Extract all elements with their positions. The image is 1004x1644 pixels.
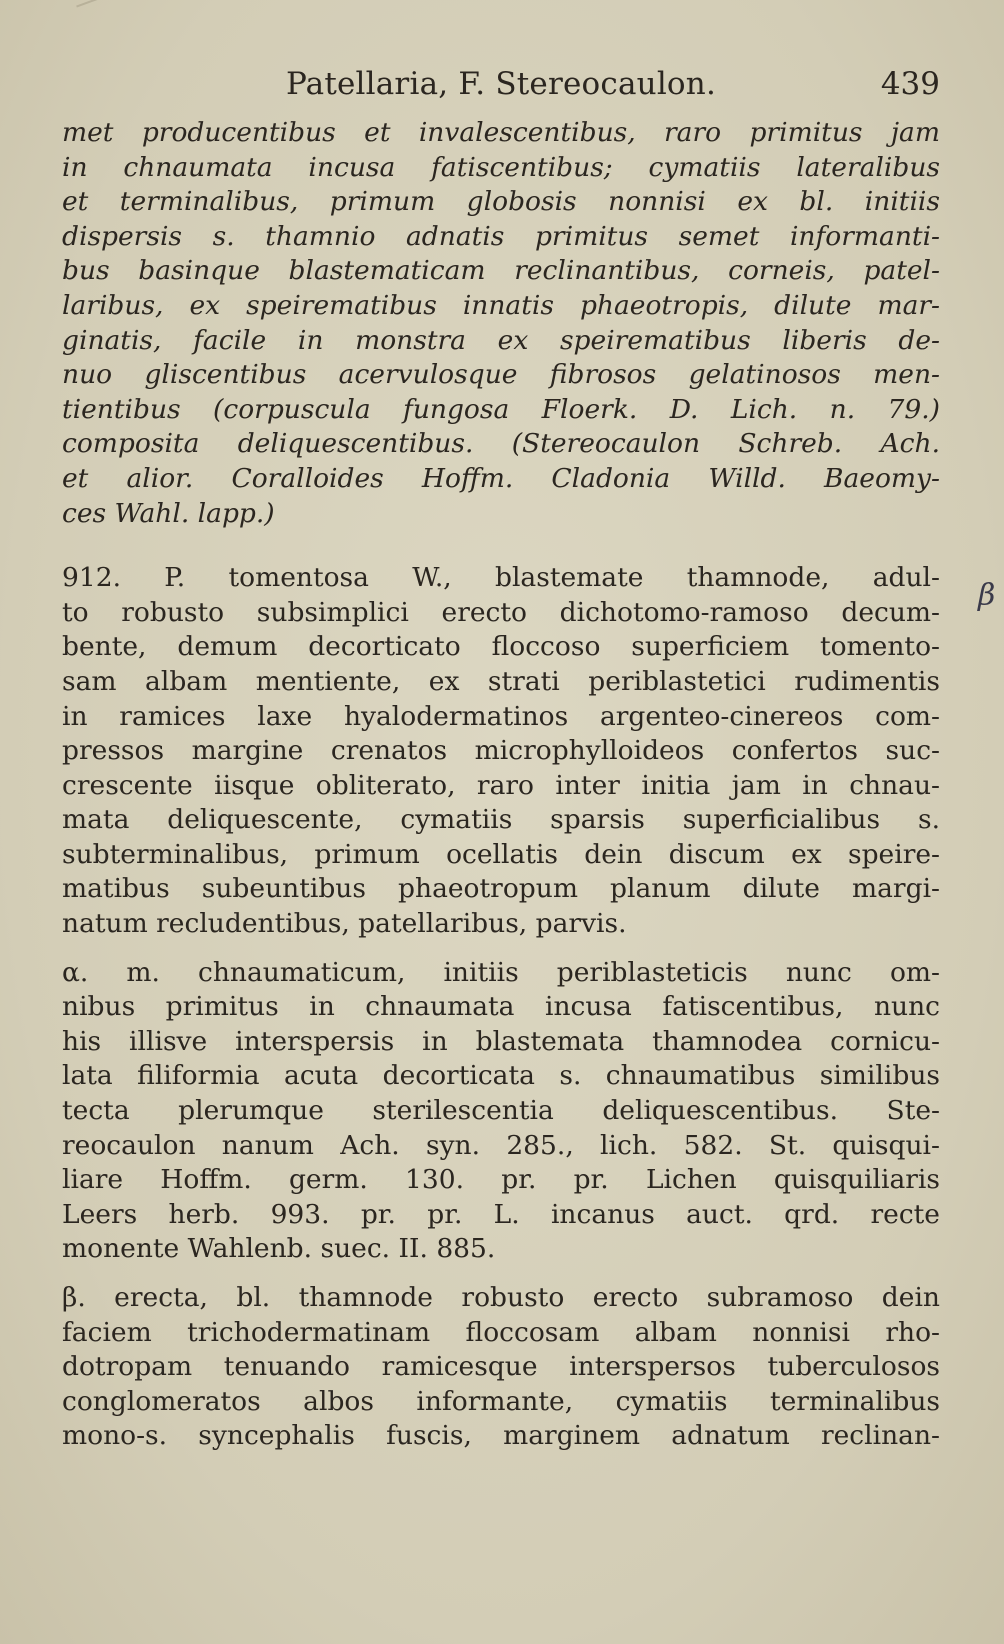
- text-line: monente Wahlenb. suec. II. 885.: [62, 1233, 496, 1265]
- text-line: α. m. chnaumaticum, initiis periblasteticis nunc om-: [62, 956, 940, 988]
- text-line: bente, demum decorticato floccoso superficiem tomento-: [62, 631, 940, 663]
- text-line: crescente iisque obliterato, raro inter initia jam in chnau-: [62, 769, 940, 801]
- text-line: liare Hoffm. germ. 130. pr. pr. Lichen quisquiliaris: [62, 1164, 940, 1196]
- text-line: bus basinque blastematicam reclinantibus, corneis, patel-: [62, 255, 940, 287]
- paragraph-species-912: [62, 561, 940, 942]
- text-line: tecta plerumque sterilescentia deliquescentibus. Ste-: [62, 1095, 940, 1127]
- paragraph-gap: [62, 942, 940, 956]
- paragraph-genus-description: [62, 116, 940, 531]
- text-line: lata filiformia acuta decorticata s. chnaumatibus similibus: [62, 1060, 940, 1092]
- text-line: 912. P. tomentosa W., blastemate thamnode, adul-: [62, 562, 940, 594]
- paper-mark: [76, 0, 110, 21]
- paragraph-variety-beta: [62, 1281, 940, 1454]
- text-line: Leers herb. 993. pr. pr. L. incanus auct. qrd. recte: [62, 1198, 940, 1230]
- running-header: [62, 60, 940, 116]
- text-line: pressos margine crenatos microphylloideos confertos suc-: [62, 735, 940, 767]
- text-line: tientibus (corpuscula fungosa Floerk. D. Lich. n. 79.): [62, 393, 940, 425]
- text-line: faciem trichodermatinam floccosam albam nonnisi rho-: [62, 1316, 940, 1348]
- text-line: nibus primitus in chnaumata incusa fatiscentibus, nunc: [62, 991, 940, 1023]
- text-line: his illisve interspersis in blastemata thamnodea cornicu-: [62, 1025, 940, 1057]
- handwritten-margin-note: β: [978, 578, 996, 613]
- text-line: dotropam tenuando ramicesque interspersos tuberculosos: [62, 1351, 940, 1383]
- text-line: in ramices laxe hyalodermatinos argenteo-cinereos com-: [62, 700, 940, 732]
- paragraph-gap: [62, 1267, 940, 1281]
- text-line: matibus subeuntibus phaeotropum planum dilute margi-: [62, 873, 940, 905]
- text-line: subterminalibus, primum ocellatis dein discum ex speire-: [62, 838, 940, 870]
- text-line: ces Wahl. lapp.): [62, 497, 275, 529]
- text-line: natum recludentibus, patellaribus, parvis.: [62, 908, 627, 940]
- text-line: dispersis s. thamnio adnatis primitus semet informanti-: [62, 220, 940, 252]
- text-line: composita deliquescentibus. (Stereocaulon Schreb. Ach.: [62, 428, 940, 460]
- text-line: to robusto subsimplici erecto dichotomo-ramoso decum-: [62, 596, 940, 628]
- book-page: [62, 60, 940, 1454]
- running-title: Patellaria, F. Stereocaulon.: [285, 66, 717, 102]
- page-number: 439: [880, 66, 940, 102]
- text-line: reocaulon nanum Ach. syn. 285., lich. 582. St. quisqui-: [62, 1129, 940, 1161]
- text-line: in chnaumata incusa fatiscentibus; cymatiis lateralibus: [62, 151, 940, 183]
- text-line: mata deliquescente, cymatiis sparsis superficialibus s.: [62, 804, 940, 836]
- text-line: conglomeratos albos informante, cymatiis terminalibus: [62, 1385, 940, 1417]
- text-line: sam albam mentiente, ex strati periblastetici rudimentis: [62, 665, 940, 697]
- text-line: et alior. Coralloides Hoffm. Cladonia Willd. Baeomy-: [62, 462, 940, 494]
- text-line: nuo gliscentibus acervulosque fibrosos gelatinosos men-: [62, 359, 940, 391]
- text-line: met producentibus et invalescentibus, raro primitus jam: [62, 117, 940, 148]
- text-line: laribus, ex speirematibus innatis phaeotropis, dilute mar-: [62, 289, 940, 321]
- paragraph-variety-alpha: [62, 956, 940, 1267]
- paragraph-gap: [62, 531, 940, 561]
- text-line: ginatis, facile in monstra ex speirematibus liberis de-: [62, 324, 940, 356]
- text-line: β. erecta, bl. thamnode robusto erecto subramoso dein: [62, 1282, 940, 1313]
- text-line: mono-s. syncephalis fuscis, marginem adnatum reclinan-: [62, 1420, 940, 1452]
- text-line: et terminalibus, primum globosis nonnisi ex bl. initiis: [62, 186, 940, 218]
